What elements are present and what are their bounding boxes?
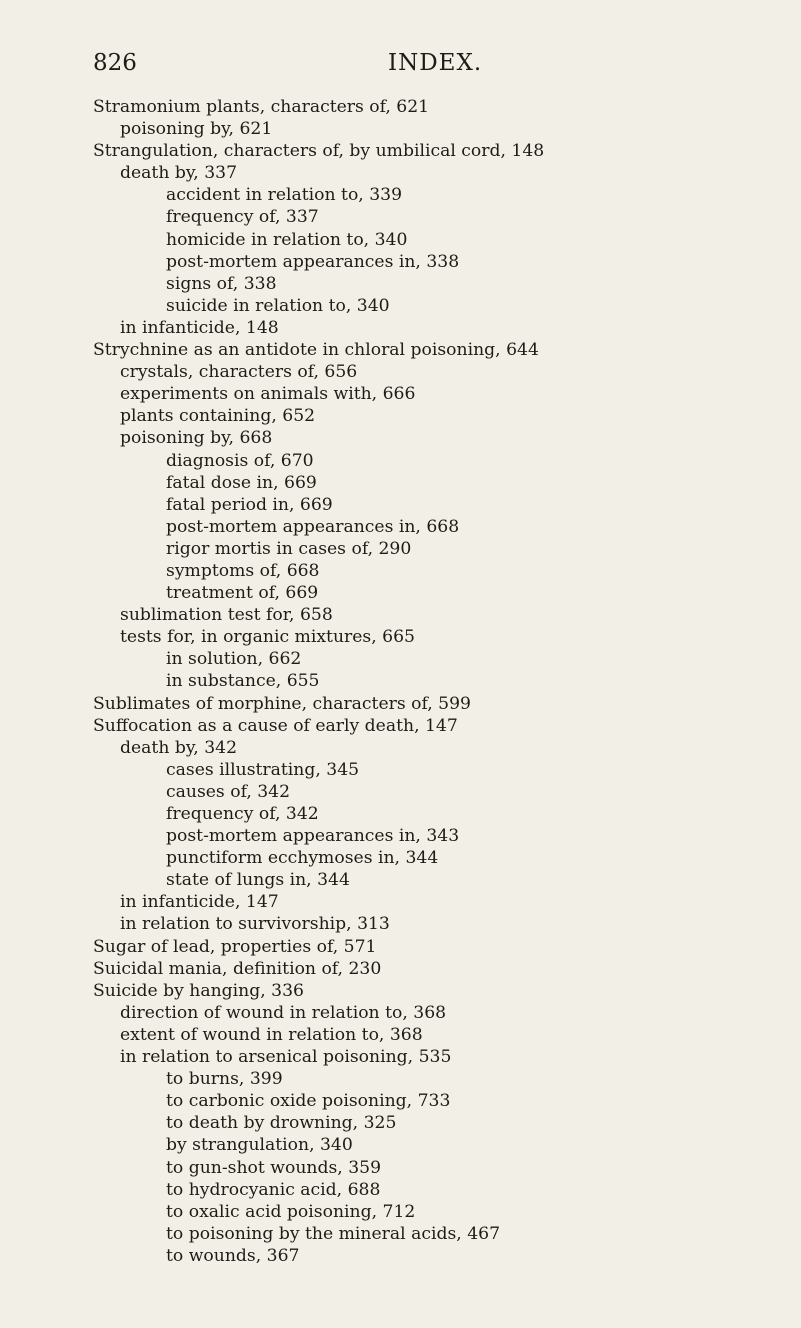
index-list bbox=[0, 96, 801, 1267]
index-subentry: diagnosis of, 670 bbox=[166, 450, 314, 471]
index-subentry: in relation to arsenical poisoning, 535 bbox=[120, 1047, 452, 1068]
index-subentry: fatal period in, 669 bbox=[166, 494, 333, 515]
index-subentry: in infanticide, 147 bbox=[120, 892, 279, 913]
index-subentry: fatal dose in, 669 bbox=[166, 472, 317, 493]
index-entry: Suicidal mania, definition of, 230 bbox=[93, 958, 382, 979]
index-subentry: death by, 337 bbox=[120, 163, 238, 184]
index-subentry: post-mortem appearances in, 343 bbox=[166, 826, 460, 847]
index-subentry: treatment of, 669 bbox=[166, 583, 319, 604]
index-subentry: to gun-shot wounds, 359 bbox=[166, 1157, 382, 1178]
index-subentry: symptoms of, 668 bbox=[166, 560, 320, 581]
index-subentry: crystals, characters of, 656 bbox=[120, 362, 358, 383]
index-subentry: experiments on animals with, 666 bbox=[120, 384, 416, 405]
page-title: INDEX. bbox=[388, 50, 483, 76]
index-subentry: suicide in relation to, 340 bbox=[166, 295, 390, 316]
index-subentry: plants containing, 652 bbox=[120, 406, 316, 427]
index-entry: Sugar of lead, properties of, 571 bbox=[93, 936, 377, 957]
index-subentry: frequency of, 342 bbox=[166, 804, 319, 824]
index-subentry: in infanticide, 148 bbox=[120, 317, 279, 338]
index-subentry: to wounds, 367 bbox=[166, 1245, 300, 1266]
index-subentry: homicide in relation to, 340 bbox=[166, 229, 408, 250]
index-subentry: direction of wound in relation to, 368 bbox=[120, 1002, 447, 1023]
index-subentry: to oxalic acid poisoning, 712 bbox=[166, 1201, 416, 1222]
index-subentry: sublimation test for, 658 bbox=[120, 605, 333, 626]
index-subentry: poisoning by, 668 bbox=[120, 428, 273, 449]
index-subentry: signs of, 338 bbox=[166, 273, 277, 294]
index-entry: Suicide by hanging, 336 bbox=[93, 980, 304, 1001]
index-subentry: post-mortem appearances in, 338 bbox=[166, 251, 460, 272]
index-subentry: rigor mortis in cases of, 290 bbox=[166, 538, 412, 559]
index-entry: Sublimates of morphine, characters of, 599 bbox=[93, 693, 471, 714]
page-header bbox=[0, 50, 801, 80]
index-subentry: to carbonic oxide poisoning, 733 bbox=[166, 1091, 451, 1112]
index-subentry: punctiform ecchymoses in, 344 bbox=[166, 848, 439, 869]
index-subentry: by strangulation, 340 bbox=[166, 1135, 353, 1156]
index-subentry: cases illustrating, 345 bbox=[166, 759, 360, 780]
index-entry: Suffocation as a cause of early death, 147 bbox=[93, 715, 458, 736]
index-subentry: tests for, in organic mixtures, 665 bbox=[120, 627, 415, 648]
index-subentry: to burns, 399 bbox=[166, 1069, 283, 1090]
index-entry: Stramonium plants, characters of, 621 bbox=[93, 97, 430, 117]
index-subentry: to hydrocyanic acid, 688 bbox=[166, 1179, 381, 1200]
index-subentry: in solution, 662 bbox=[166, 649, 302, 670]
index-subentry: post-mortem appearances in, 668 bbox=[166, 516, 460, 537]
index-subentry: in relation to survivorship, 313 bbox=[120, 914, 390, 935]
index-subentry: poisoning by, 621 bbox=[120, 119, 273, 140]
index-subentry: extent of wound in relation to, 368 bbox=[120, 1024, 423, 1045]
index-subentry: accident in relation to, 339 bbox=[166, 185, 403, 206]
index-subentry: to death by drowning, 325 bbox=[166, 1113, 397, 1134]
index-subentry: to poisoning by the mineral acids, 467 bbox=[166, 1223, 501, 1244]
index-subentry: causes of, 342 bbox=[166, 781, 291, 802]
index-subentry: death by, 342 bbox=[120, 737, 238, 758]
page-number: 826 bbox=[93, 50, 137, 76]
index-entry: Strychnine as an antidote in chloral poisoning, 644 bbox=[93, 340, 539, 361]
index-subentry: frequency of, 337 bbox=[166, 207, 319, 228]
index-subentry: in substance, 655 bbox=[166, 671, 320, 692]
index-entry: Strangulation, characters of, by umbilical cord, 148 bbox=[93, 141, 545, 162]
index-subentry: state of lungs in, 344 bbox=[166, 870, 350, 891]
